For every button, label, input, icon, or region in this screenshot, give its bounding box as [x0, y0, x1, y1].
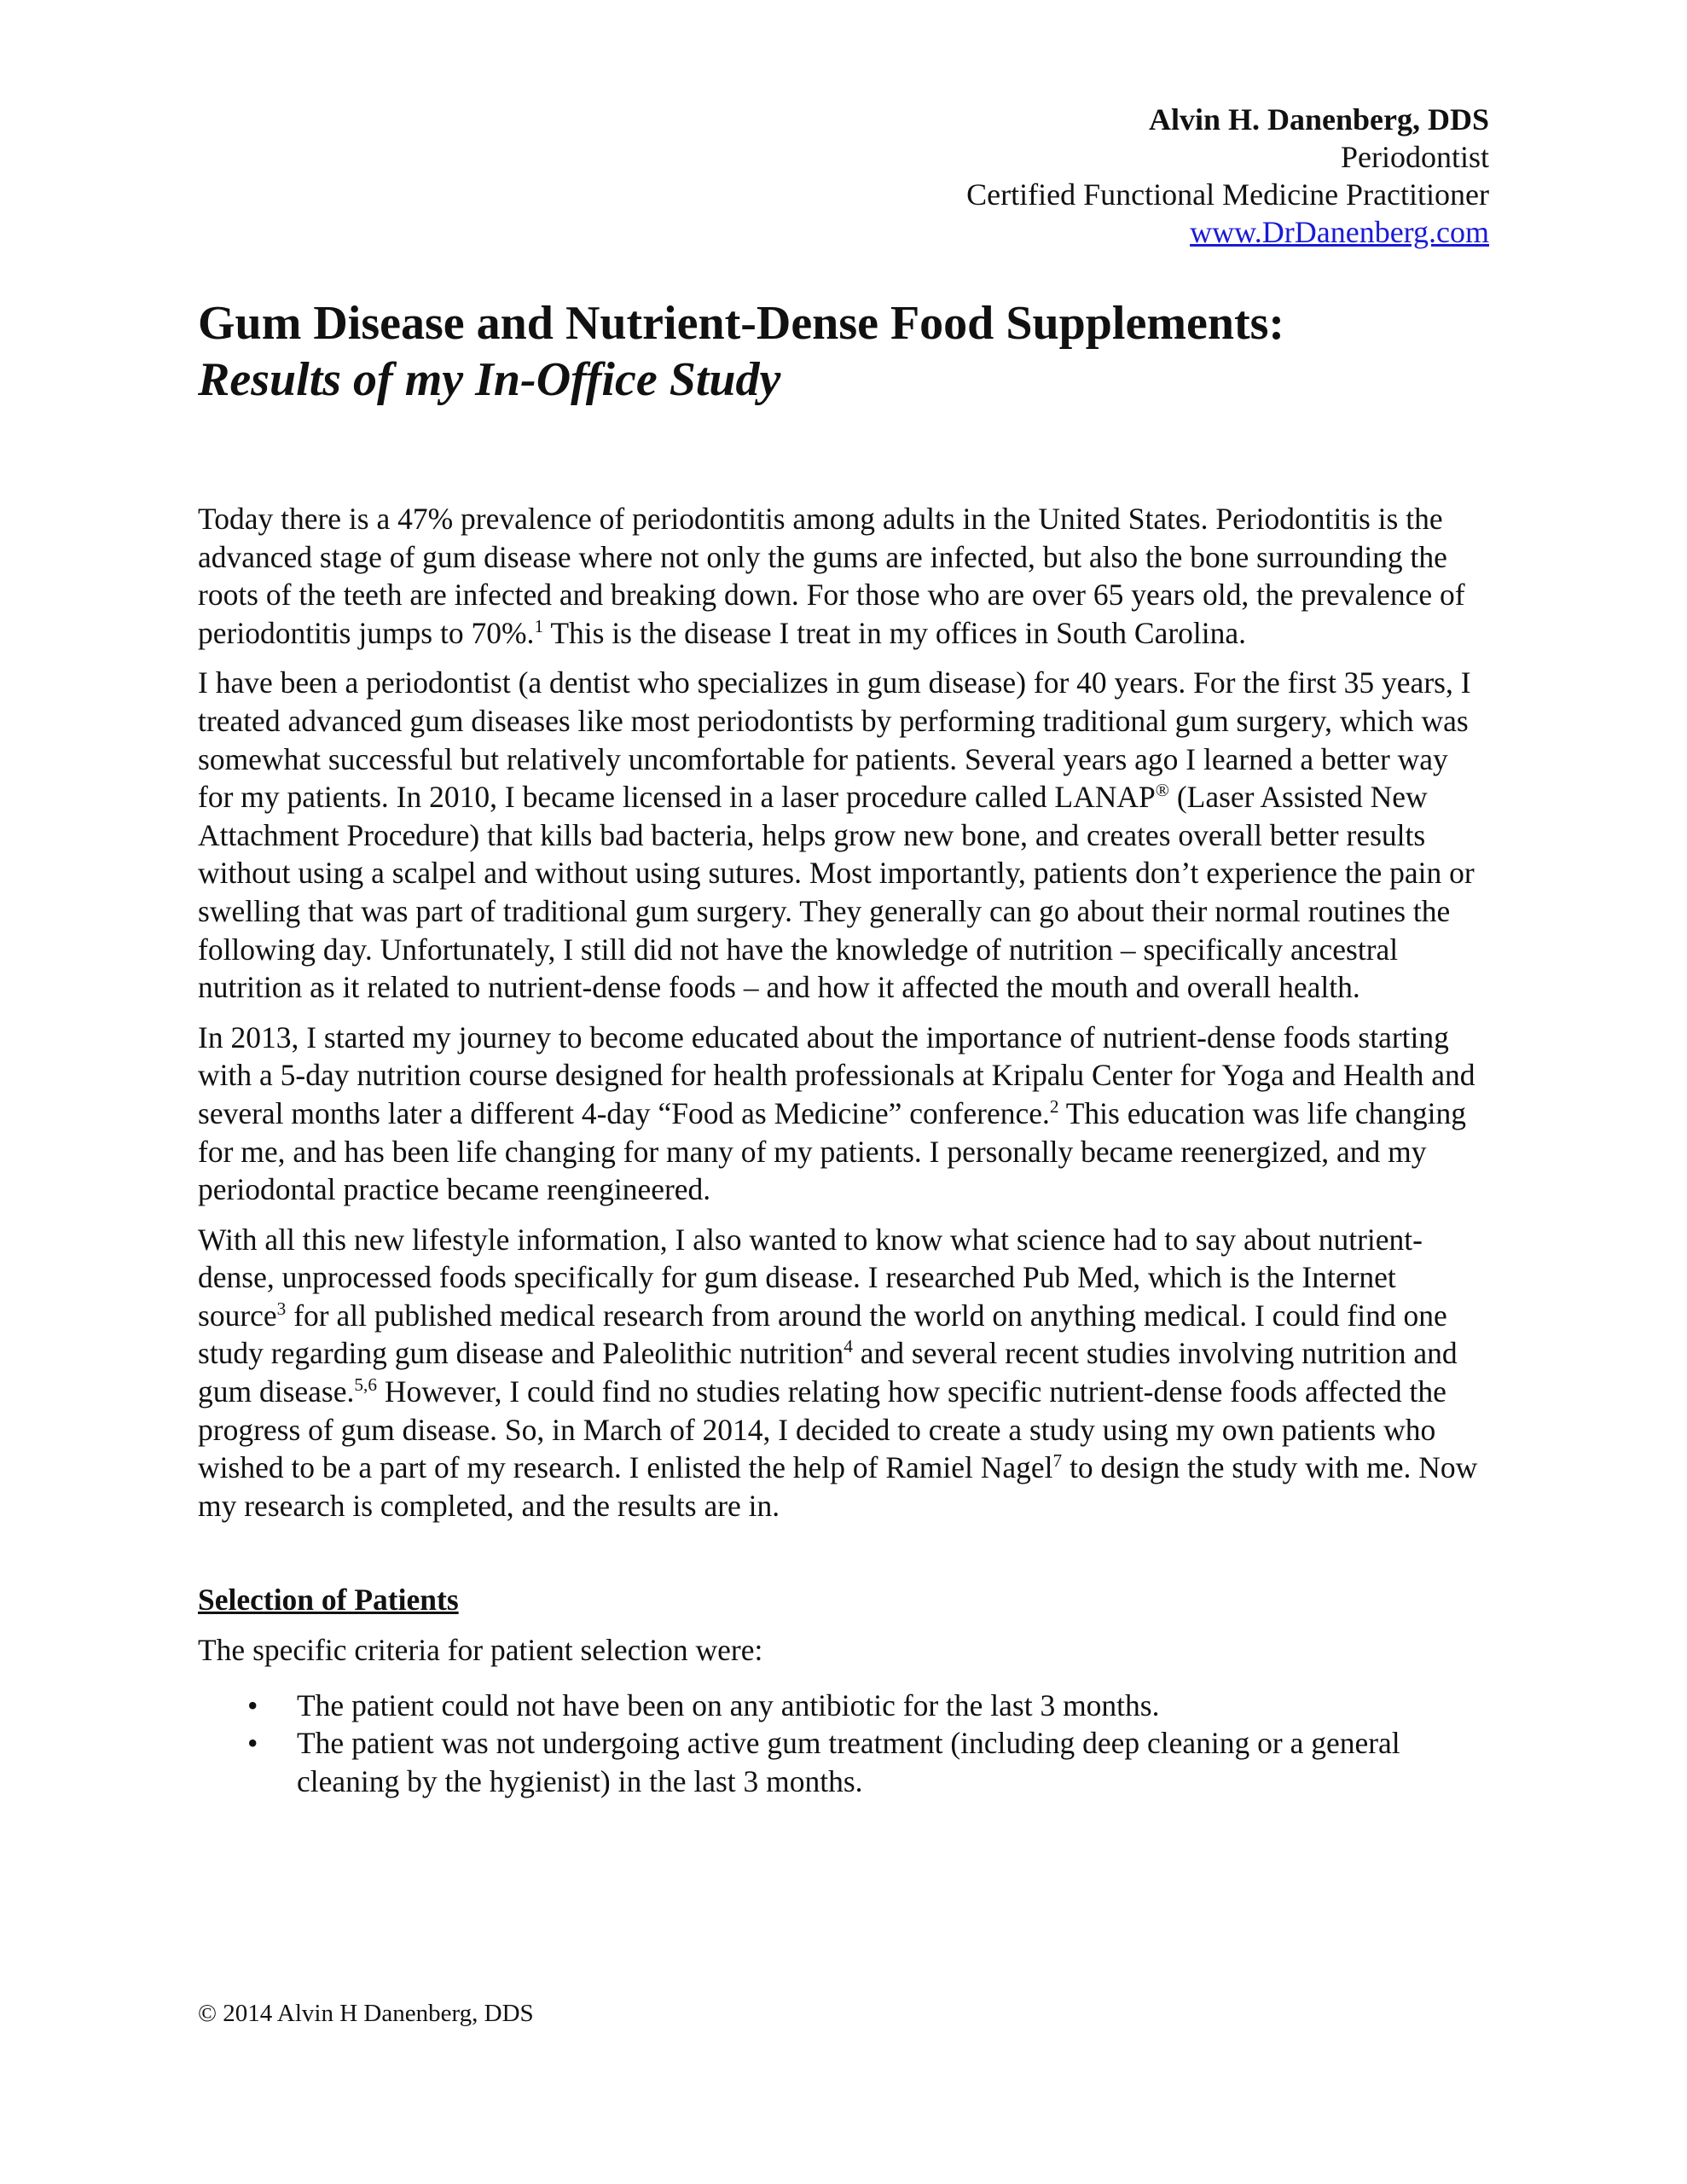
footnote-ref-5-6: 5,6 — [354, 1374, 378, 1396]
paragraph-text: However, I could find no studies relating how specific nutrient-dense foods affected the progress of gum disease. So, in March of 2014, I decided to create a study using my own patients who wished to be a part of my research. I enlisted the help of Ramiel Nagel — [198, 1374, 1446, 1485]
registered-mark: ® — [1155, 780, 1169, 801]
document-title: Gum Disease and Nutrient-Dense Food Supplements: — [198, 297, 1285, 350]
document-subtitle: Results of my In-Office Study — [198, 353, 781, 406]
paragraph-text: for all published medical research from around the world on anything medical. I could find one study regarding gum disease and Paleolithic nutrition — [198, 1298, 1447, 1371]
selection-intro: The specific criteria for patient selection were: — [198, 1633, 763, 1668]
document-body — [198, 500, 1491, 1800]
footnote-ref-3: 3 — [276, 1298, 287, 1320]
author-name: Alvin H. Danenberg, DDS — [1148, 102, 1489, 136]
criteria-list — [198, 1687, 1491, 1801]
paragraph-text: With all this new lifestyle information, I also wanted to know what science had to say about nutrient-dense, unprocessed foods specifically for gum disease. I researched Pub Med, which is the Internet source — [198, 1222, 1423, 1333]
paragraph-background — [198, 664, 1491, 1006]
paragraph-text: In 2013, I started my journey to become educated about the importance of nutrient-dense foods starting with a 5-day nutrition course designed for health professionals at Kripalu Center for Yoga and Health and several months later a different 4-day “Food as Medicine” conference. — [198, 1019, 1475, 1130]
criteria-text: The patient could not have been on any antibiotic for the last 3 months. — [297, 1687, 1160, 1722]
letterhead — [966, 101, 1489, 251]
bullet-icon: • — [247, 1687, 258, 1722]
paragraph-text: This is the disease I treat in my offices in South Carolina. — [543, 615, 1247, 650]
list-item — [247, 1687, 1491, 1725]
paragraph-text: This education was life changing for me, and has been life changing for many of my patients. I personally became reenergized, and my periodontal practice became reengineered. — [198, 1095, 1466, 1207]
title-block — [198, 295, 1494, 408]
paragraph-text: I have been a periodontist (a dentist who specializes in gum disease) for 40 years. For the first 35 years, I treated advanced gum diseases like most periodontists by performing traditional gum surgery, which was somewhat successful but relatively uncomfortable for patients. Several years ago I learned a better way for my patients. In 2010, I became licensed in a laser procedure called LANAP — [198, 665, 1471, 815]
section-heading-selection: Selection of Patients — [198, 1583, 459, 1618]
paragraph-text: (Laser Assisted New Attachment Procedure) that kills bad bacteria, helps grow new bone, and creates overall better results without using a scalpel and without using sutures. Most importantly, patients don’t experience the pain or swelling that was part of traditional gum surgery. They generally can go about their normal routines the following day. Unfortunately, I still did not have the knowledge of nutrition – specifically ancestral nutrition as it related to nutrient-dense foods – and how it affected the mouth and overall health. — [198, 780, 1475, 1005]
paragraph-text: Today there is a 47% prevalence of periodontitis among adults in the United States. Periodontitis is the advanced stage of gum disease where not only the gums are infected, but also the bone surrounding the roots of the teeth are infected and breaking down. For those who are over 65 years old, the prevalence of periodontitis jumps to 70%. — [198, 502, 1465, 650]
paragraph-research — [198, 1221, 1491, 1525]
paragraph-text: and several recent studies involving nutrition and gum disease. — [198, 1336, 1458, 1409]
copyright-footer: © 2014 Alvin H Danenberg, DDS — [198, 2000, 534, 2027]
author-role: Periodontist — [1340, 140, 1489, 174]
website-link[interactable]: www.DrDanenberg.com — [1190, 215, 1489, 249]
footnote-ref-4: 4 — [844, 1336, 853, 1357]
criteria-text: The patient was not undergoing active gum treatment (including deep cleaning or a general cleaning by the hygienist) in the last 3 months. — [297, 1726, 1400, 1798]
paragraph-text: to design the study with me. Now my research is completed, and the results are in. — [198, 1450, 1478, 1523]
footnote-ref-7: 7 — [1052, 1450, 1063, 1472]
footnote-ref-2: 2 — [1049, 1096, 1059, 1118]
author-certification: Certified Functional Medicine Practitioner — [966, 177, 1489, 212]
paragraph-education — [198, 1019, 1491, 1209]
paragraph-prevalence — [198, 500, 1491, 652]
footnote-ref-1: 1 — [534, 615, 544, 636]
list-item — [247, 1724, 1491, 1800]
bullet-icon: • — [247, 1726, 258, 1761]
